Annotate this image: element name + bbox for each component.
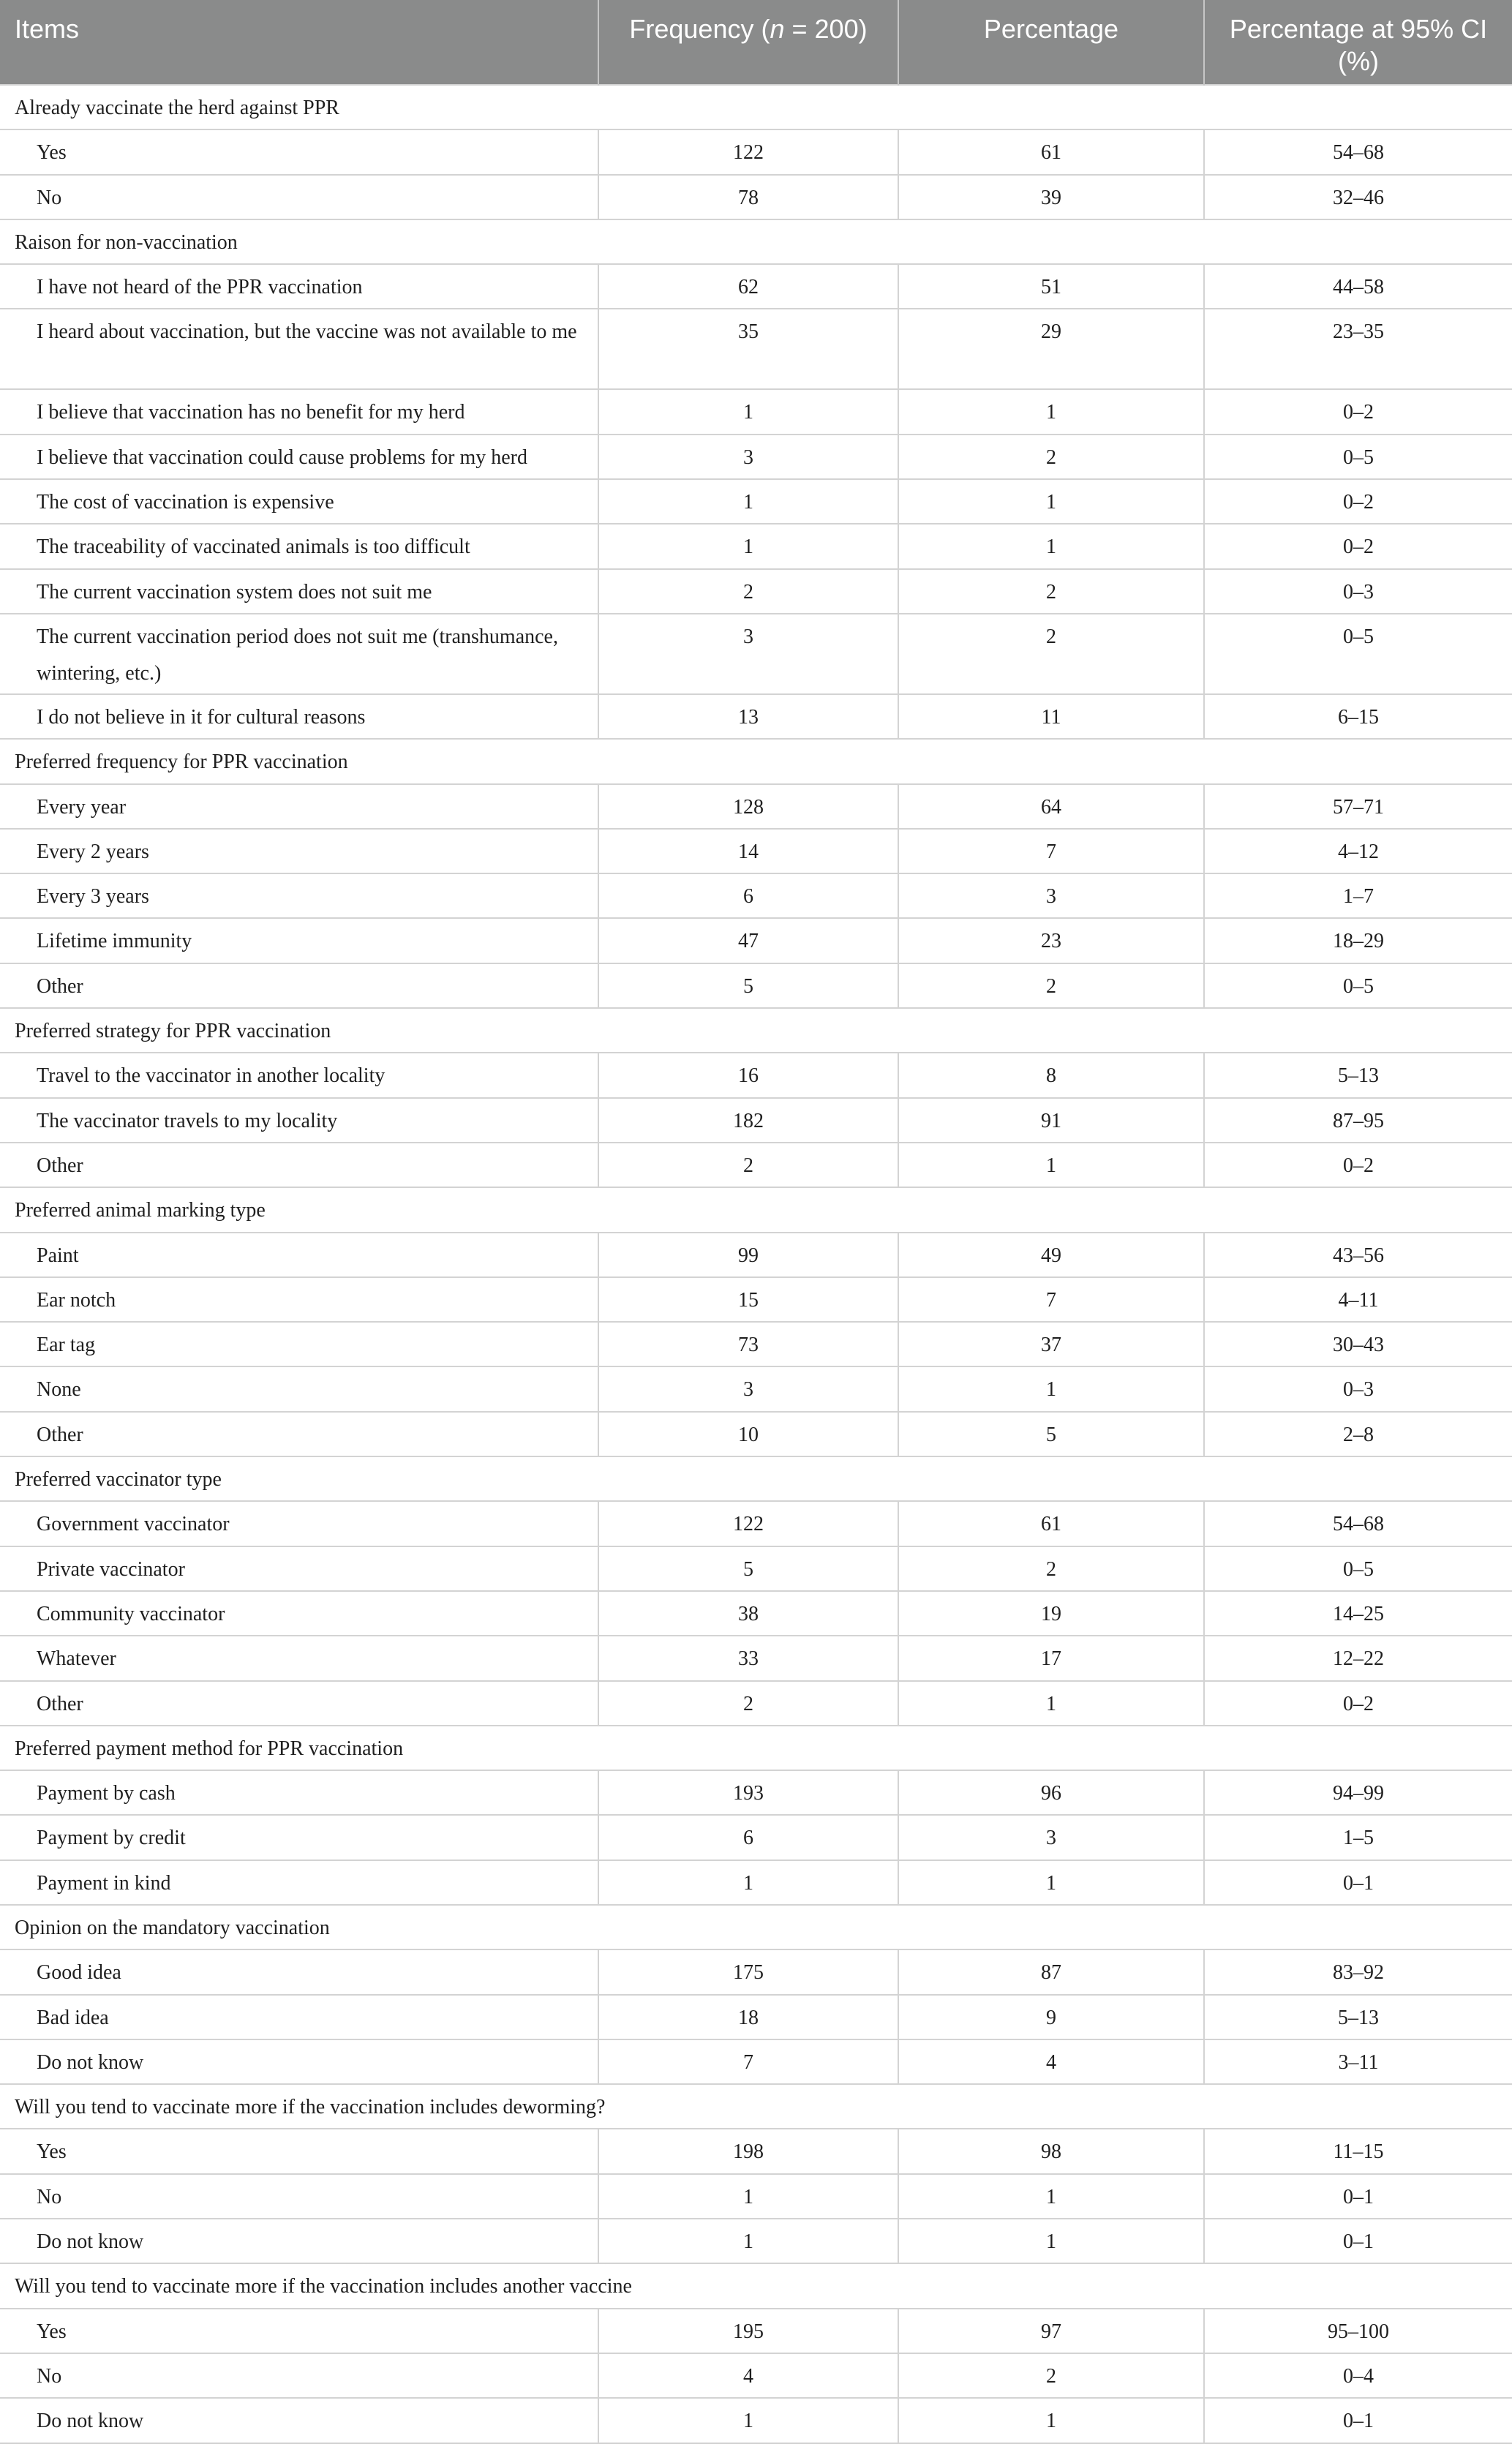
ci-cell: 0–4 xyxy=(1204,2353,1512,2398)
ci-cell: 0–3 xyxy=(1204,569,1512,614)
frequency-cell: 1 xyxy=(598,2219,898,2263)
frequency-cell: 1 xyxy=(598,2174,898,2219)
percentage-cell: 49 xyxy=(898,1233,1204,1277)
ci-cell: 43–56 xyxy=(1204,1233,1512,1277)
frequency-cell: 7 xyxy=(598,2039,898,2084)
table-row xyxy=(0,918,1512,963)
percentage-cell: 1 xyxy=(898,479,1204,524)
row-label: Do not know xyxy=(0,2039,598,2084)
table-row xyxy=(0,873,1512,918)
table-row xyxy=(0,614,1512,694)
percentage-cell: 2 xyxy=(898,614,1204,694)
frequency-cell: 3 xyxy=(598,435,898,479)
frequency-cell: 35 xyxy=(598,309,898,389)
section-title: Preferred payment method for PPR vaccination xyxy=(0,1726,1512,1770)
table-row xyxy=(0,2309,1512,2353)
frequency-cell: 6 xyxy=(598,873,898,918)
ci-cell: 0–5 xyxy=(1204,435,1512,479)
row-label: Every 2 years xyxy=(0,829,598,873)
frequency-cell: 15 xyxy=(598,1277,898,1322)
ci-cell: 14–25 xyxy=(1204,1591,1512,1636)
section-title: Preferred frequency for PPR vaccination xyxy=(0,739,1512,783)
ci-cell: 4–12 xyxy=(1204,829,1512,873)
table-row xyxy=(0,524,1512,568)
section-title: Will you tend to vaccinate more if the vaccination includes deworming? xyxy=(0,2084,1512,2129)
header-percentage: Percentage xyxy=(898,0,1204,85)
row-label: Other xyxy=(0,963,598,1008)
ci-cell: 87–95 xyxy=(1204,1098,1512,1143)
section-title: Already vaccinate the herd against PPR xyxy=(0,85,1512,129)
table-row xyxy=(0,1681,1512,1726)
table-row xyxy=(0,435,1512,479)
section-row xyxy=(0,219,1512,264)
row-label: Every year xyxy=(0,784,598,829)
row-label: The vaccinator travels to my locality xyxy=(0,1098,598,1143)
ci-cell: 0–5 xyxy=(1204,963,1512,1008)
header-frequency-prefix: Frequency ( xyxy=(629,14,770,44)
ci-cell: 54–68 xyxy=(1204,1501,1512,1546)
row-label: Ear tag xyxy=(0,1322,598,1366)
row-label: Good idea xyxy=(0,1949,598,1994)
table-row xyxy=(0,784,1512,829)
frequency-cell: 78 xyxy=(598,175,898,219)
ci-cell: 18–29 xyxy=(1204,918,1512,963)
frequency-cell: 128 xyxy=(598,784,898,829)
percentage-cell: 1 xyxy=(898,1681,1204,1726)
percentage-cell: 3 xyxy=(898,873,1204,918)
frequency-cell: 13 xyxy=(598,694,898,739)
ci-cell: 2–8 xyxy=(1204,1412,1512,1456)
percentage-cell: 61 xyxy=(898,129,1204,174)
percentage-cell: 2 xyxy=(898,2353,1204,2398)
ci-cell: 54–68 xyxy=(1204,129,1512,174)
ci-cell: 0–2 xyxy=(1204,479,1512,524)
section-row xyxy=(0,1456,1512,1501)
percentage-cell: 29 xyxy=(898,309,1204,389)
table-row xyxy=(0,175,1512,219)
percentage-cell: 7 xyxy=(898,1277,1204,1322)
table-row xyxy=(0,264,1512,309)
table-row xyxy=(0,2039,1512,2084)
percentage-cell: 98 xyxy=(898,2129,1204,2173)
section-row xyxy=(0,2084,1512,2129)
row-label: Do not know xyxy=(0,2398,598,2443)
table-row xyxy=(0,1815,1512,1860)
row-label: Every 3 years xyxy=(0,873,598,918)
table-row xyxy=(0,389,1512,434)
row-label: Yes xyxy=(0,2129,598,2173)
ci-cell: 0–1 xyxy=(1204,1860,1512,1905)
section-row xyxy=(0,1187,1512,1232)
percentage-cell: 51 xyxy=(898,264,1204,309)
header-frequency-n: n xyxy=(770,14,785,44)
row-label: Private vaccinator xyxy=(0,1546,598,1591)
percentage-cell: 1 xyxy=(898,1366,1204,1411)
percentage-cell: 97 xyxy=(898,2309,1204,2353)
percentage-cell: 61 xyxy=(898,1501,1204,1546)
ci-cell: 32–46 xyxy=(1204,175,1512,219)
ci-cell: 95–100 xyxy=(1204,2309,1512,2353)
section-title: Raison for non-vaccination xyxy=(0,219,1512,264)
ci-cell: 12–22 xyxy=(1204,1636,1512,1680)
frequency-cell: 99 xyxy=(598,1233,898,1277)
ci-cell: 0–1 xyxy=(1204,2174,1512,2219)
frequency-cell: 175 xyxy=(598,1949,898,1994)
table-row xyxy=(0,1233,1512,1277)
frequency-cell: 2 xyxy=(598,1143,898,1187)
section-title: Opinion on the mandatory vaccination xyxy=(0,1905,1512,1949)
row-label: No xyxy=(0,175,598,219)
table-row xyxy=(0,829,1512,873)
ci-cell: 0–2 xyxy=(1204,389,1512,434)
ci-cell: 5–13 xyxy=(1204,1995,1512,2039)
ci-cell: 57–71 xyxy=(1204,784,1512,829)
ci-cell: 11–15 xyxy=(1204,2129,1512,2173)
percentage-cell: 1 xyxy=(898,524,1204,568)
frequency-cell: 122 xyxy=(598,129,898,174)
frequency-cell: 6 xyxy=(598,1815,898,1860)
table-row xyxy=(0,694,1512,739)
section-title: Preferred vaccinator type xyxy=(0,1456,1512,1501)
row-label: Yes xyxy=(0,129,598,174)
table-row xyxy=(0,2353,1512,2398)
row-label: Government vaccinator xyxy=(0,1501,598,1546)
ci-cell: 83–92 xyxy=(1204,1949,1512,1994)
table-row xyxy=(0,1053,1512,1097)
table-row xyxy=(0,1995,1512,2039)
section-title: Preferred strategy for PPR vaccination xyxy=(0,1008,1512,1053)
table-row xyxy=(0,2174,1512,2219)
header-frequency-suffix: = 200) xyxy=(784,14,868,44)
row-label: Paint xyxy=(0,1233,598,1277)
section-row xyxy=(0,739,1512,783)
table-row xyxy=(0,1098,1512,1143)
table-row xyxy=(0,2219,1512,2263)
percentage-cell: 2 xyxy=(898,963,1204,1008)
section-row xyxy=(0,85,1512,129)
row-label: I do not believe in it for cultural reasons xyxy=(0,694,598,739)
frequency-cell: 4 xyxy=(598,2353,898,2398)
header-ci: Percentage at 95% CI (%) xyxy=(1204,0,1512,85)
frequency-cell: 193 xyxy=(598,1770,898,1815)
ci-cell: 0–1 xyxy=(1204,2398,1512,2443)
ci-cell: 0–5 xyxy=(1204,1546,1512,1591)
table-row xyxy=(0,129,1512,174)
row-label: Payment by credit xyxy=(0,1815,598,1860)
percentage-cell: 96 xyxy=(898,1770,1204,1815)
frequency-cell: 195 xyxy=(598,2309,898,2353)
ci-cell: 0–2 xyxy=(1204,524,1512,568)
row-label: The traceability of vaccinated animals is too difficult xyxy=(0,524,598,568)
row-label: Lifetime immunity xyxy=(0,918,598,963)
frequency-cell: 38 xyxy=(598,1591,898,1636)
table-row xyxy=(0,1591,1512,1636)
percentage-cell: 91 xyxy=(898,1098,1204,1143)
percentage-cell: 7 xyxy=(898,829,1204,873)
frequency-cell: 1 xyxy=(598,2398,898,2443)
percentage-cell: 39 xyxy=(898,175,1204,219)
row-label: I believe that vaccination has no benefit for my herd xyxy=(0,389,598,434)
frequency-cell: 14 xyxy=(598,829,898,873)
percentage-cell: 9 xyxy=(898,1995,1204,2039)
percentage-cell: 2 xyxy=(898,435,1204,479)
section-title: Preferred animal marking type xyxy=(0,1187,1512,1232)
ci-cell: 0–3 xyxy=(1204,1366,1512,1411)
percentage-cell: 5 xyxy=(898,1412,1204,1456)
row-label: Ear notch xyxy=(0,1277,598,1322)
ci-cell: 44–58 xyxy=(1204,264,1512,309)
table-row xyxy=(0,1366,1512,1411)
row-label: Payment by cash xyxy=(0,1770,598,1815)
percentage-cell: 19 xyxy=(898,1591,1204,1636)
header-items: Items xyxy=(0,0,598,85)
ci-cell: 0–1 xyxy=(1204,2219,1512,2263)
table-row xyxy=(0,1770,1512,1815)
ci-cell: 4–11 xyxy=(1204,1277,1512,1322)
percentage-cell: 37 xyxy=(898,1322,1204,1366)
percentage-cell: 23 xyxy=(898,918,1204,963)
ci-cell: 94–99 xyxy=(1204,1770,1512,1815)
row-label: Do not know xyxy=(0,2219,598,2263)
percentage-cell: 1 xyxy=(898,2174,1204,2219)
row-label: Yes xyxy=(0,2309,598,2353)
frequency-cell: 73 xyxy=(598,1322,898,1366)
percentage-cell: 64 xyxy=(898,784,1204,829)
frequency-cell: 47 xyxy=(598,918,898,963)
row-label: None xyxy=(0,1366,598,1411)
frequency-cell: 5 xyxy=(598,1546,898,1591)
percentage-cell: 1 xyxy=(898,1143,1204,1187)
percentage-cell: 2 xyxy=(898,569,1204,614)
table-row xyxy=(0,2129,1512,2173)
ci-cell: 3–11 xyxy=(1204,2039,1512,2084)
header-frequency xyxy=(598,0,898,85)
table-header xyxy=(0,0,1512,85)
table-row xyxy=(0,1636,1512,1680)
percentage-cell: 17 xyxy=(898,1636,1204,1680)
row-label: I believe that vaccination could cause problems for my herd xyxy=(0,435,598,479)
percentage-cell: 8 xyxy=(898,1053,1204,1097)
ci-cell: 0–2 xyxy=(1204,1143,1512,1187)
frequency-cell: 5 xyxy=(598,963,898,1008)
frequency-cell: 1 xyxy=(598,524,898,568)
percentage-cell: 3 xyxy=(898,1815,1204,1860)
frequency-cell: 182 xyxy=(598,1098,898,1143)
row-label: I heard about vaccination, but the vaccine was not available to me xyxy=(0,309,598,389)
frequency-cell: 198 xyxy=(598,2129,898,2173)
section-row xyxy=(0,2263,1512,2308)
row-label: No xyxy=(0,2174,598,2219)
table-row xyxy=(0,1949,1512,1994)
header-row xyxy=(0,0,1512,85)
table-row xyxy=(0,1546,1512,1591)
frequency-cell: 2 xyxy=(598,1681,898,1726)
row-label: Community vaccinator xyxy=(0,1591,598,1636)
frequency-cell: 2 xyxy=(598,569,898,614)
row-label: Other xyxy=(0,1412,598,1456)
frequency-cell: 1 xyxy=(598,479,898,524)
frequency-cell: 10 xyxy=(598,1412,898,1456)
table-row xyxy=(0,479,1512,524)
table-row xyxy=(0,1412,1512,1456)
row-label: Travel to the vaccinator in another locality xyxy=(0,1053,598,1097)
ci-cell: 1–5 xyxy=(1204,1815,1512,1860)
section-row xyxy=(0,1726,1512,1770)
percentage-cell: 1 xyxy=(898,2398,1204,2443)
frequency-cell: 16 xyxy=(598,1053,898,1097)
table-row xyxy=(0,1143,1512,1187)
row-label: No xyxy=(0,2353,598,2398)
ci-cell: 30–43 xyxy=(1204,1322,1512,1366)
frequency-cell: 1 xyxy=(598,389,898,434)
frequency-cell: 33 xyxy=(598,1636,898,1680)
percentage-cell: 1 xyxy=(898,389,1204,434)
row-label: The current vaccination system does not suit me xyxy=(0,569,598,614)
row-label: Payment in kind xyxy=(0,1860,598,1905)
table-row xyxy=(0,1277,1512,1322)
percentage-cell: 1 xyxy=(898,2219,1204,2263)
frequency-cell: 3 xyxy=(598,1366,898,1411)
row-label: Bad idea xyxy=(0,1995,598,2039)
percentage-cell: 1 xyxy=(898,1860,1204,1905)
row-label: The cost of vaccination is expensive xyxy=(0,479,598,524)
ci-cell: 5–13 xyxy=(1204,1053,1512,1097)
section-title: Will you tend to vaccinate more if the vaccination includes another vaccine xyxy=(0,2263,1512,2308)
table-row xyxy=(0,1322,1512,1366)
percentage-cell: 11 xyxy=(898,694,1204,739)
frequency-cell: 1 xyxy=(598,1860,898,1905)
table-row xyxy=(0,309,1512,389)
ci-cell: 6–15 xyxy=(1204,694,1512,739)
table-body xyxy=(0,85,1512,2443)
percentage-cell: 2 xyxy=(898,1546,1204,1591)
ci-cell: 1–7 xyxy=(1204,873,1512,918)
section-row xyxy=(0,1905,1512,1949)
frequency-cell: 3 xyxy=(598,614,898,694)
table-row xyxy=(0,2398,1512,2443)
row-label: Other xyxy=(0,1681,598,1726)
table-row xyxy=(0,569,1512,614)
section-row xyxy=(0,1008,1512,1053)
ci-cell: 23–35 xyxy=(1204,309,1512,389)
frequency-cell: 122 xyxy=(598,1501,898,1546)
table-row xyxy=(0,963,1512,1008)
row-label: Whatever xyxy=(0,1636,598,1680)
percentage-cell: 4 xyxy=(898,2039,1204,2084)
row-label: I have not heard of the PPR vaccination xyxy=(0,264,598,309)
row-label: The current vaccination period does not suit me (transhumance, wintering, etc.) xyxy=(0,614,598,694)
table-row xyxy=(0,1860,1512,1905)
row-label: Other xyxy=(0,1143,598,1187)
ci-cell: 0–2 xyxy=(1204,1681,1512,1726)
percentage-cell: 87 xyxy=(898,1949,1204,1994)
table-row xyxy=(0,1501,1512,1546)
frequency-cell: 18 xyxy=(598,1995,898,2039)
frequency-cell: 62 xyxy=(598,264,898,309)
ci-cell: 0–5 xyxy=(1204,614,1512,694)
